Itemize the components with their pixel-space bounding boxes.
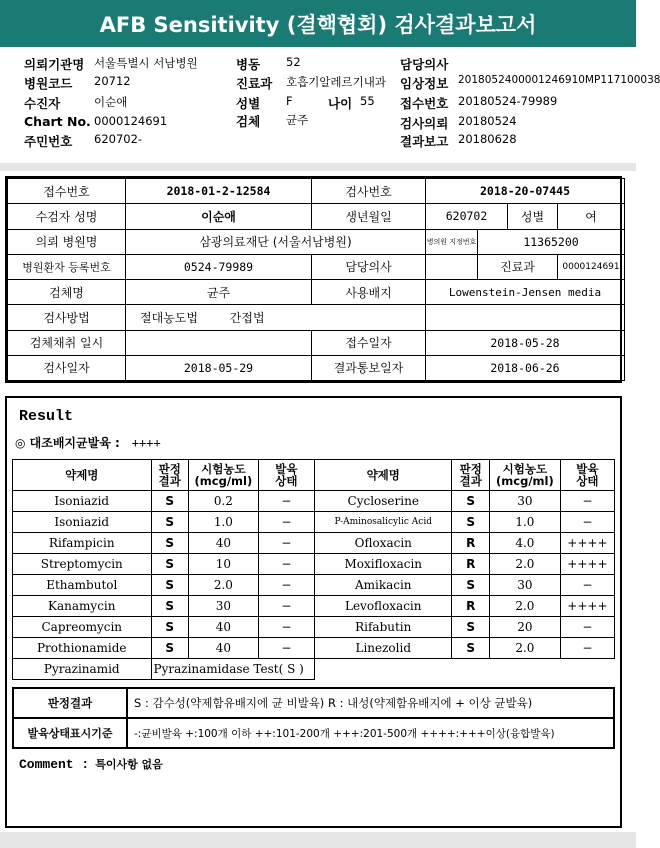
drug-right-drug: Rifabutin	[315, 617, 452, 638]
drug-right-res: S	[452, 512, 489, 533]
drug-left-drug: Capreomycin	[13, 617, 152, 638]
test-no-value: 2018-20-07445	[426, 179, 625, 204]
drug-right-growth: −	[560, 638, 614, 659]
clinical-label: 임상정보	[400, 76, 449, 91]
pza-result: Pyrazinamidase Test( S )	[151, 659, 315, 680]
col-state-right: 발육 상태	[560, 460, 614, 491]
specimen-value: 균주	[286, 113, 309, 127]
pza-empty	[315, 659, 615, 680]
growth-legend-label: 발육상태표시기준	[13, 718, 127, 748]
control-growth	[15, 434, 161, 451]
chart-no-value: 0000124691	[94, 114, 168, 128]
drug-right-res: S	[452, 638, 489, 659]
drug-left-drug: Rifampicin	[13, 533, 152, 554]
birth-value: 620702	[426, 204, 508, 229]
result-box	[5, 396, 622, 828]
drug-left-res: S	[151, 554, 188, 575]
drug-left-res: S	[151, 638, 188, 659]
name-label: 수검자 성명	[8, 204, 126, 229]
doctor-value-cell	[426, 254, 478, 279]
table-row	[13, 575, 615, 596]
drug-right-growth: −	[560, 617, 614, 638]
drug-left-res: S	[151, 596, 188, 617]
drug-left-res: S	[151, 617, 188, 638]
table-row	[13, 554, 615, 575]
col-drug-right: 약제명	[315, 460, 452, 491]
drug-right-conc: 30	[489, 491, 560, 512]
method-2: 간접법	[229, 310, 265, 325]
dept-value: 호흡기알레르기내과	[286, 75, 386, 89]
age-label: 나이	[328, 96, 353, 111]
hospital-value: 삼광의료재단 (서울서남병원)	[126, 229, 426, 254]
drug-left-growth: −	[258, 617, 314, 638]
drug-left-res: S	[151, 575, 188, 596]
method-empty	[426, 305, 625, 330]
institution-value: 서울특별시 서남병원	[94, 56, 198, 70]
growth-legend-text: -:균비발육 +:100개 이하 ++:101-200개 +++:201-500개 ++++:+++이상(융합발육)	[127, 718, 614, 748]
specimen-name-label: 검체명	[8, 280, 126, 305]
judge-legend-text: S : 감수성(약제함유배지에 균 비발육) R : 내성(약제함유배지에 + 이상 균발육)	[127, 688, 614, 718]
chart-no-label: Chart No.	[24, 114, 91, 129]
hospital-code-value: 20712	[94, 74, 131, 88]
sex-label-cell: 성별	[508, 204, 558, 229]
id-label: 주민번호	[24, 134, 73, 149]
ward-label: 병동	[236, 57, 261, 72]
drug-right-drug: P-Aminosalicylic Acid	[315, 512, 452, 533]
name-value: 이순애	[126, 204, 312, 229]
collected-value	[126, 330, 312, 355]
tested-value: 2018-05-29	[126, 355, 312, 380]
hospital-code-label: 병원코드	[24, 76, 73, 91]
reg-label: 병원환자 등록번호	[8, 254, 126, 279]
reported-label: 결과통보일자	[312, 355, 426, 380]
control-growth-label: ◎ 대조배지균발육 :	[15, 436, 120, 450]
drug-right-conc: 2.0	[489, 638, 560, 659]
receipt-label: 접수번호	[400, 96, 449, 111]
received-label: 접수일자	[312, 330, 426, 355]
summary-box	[5, 176, 622, 383]
drug-right-drug: Amikacin	[315, 575, 452, 596]
reg-value: 0524-79989	[126, 254, 312, 279]
sex-value: F	[286, 94, 293, 108]
dept-label: 진료과	[236, 76, 273, 91]
table-row	[13, 617, 615, 638]
drug-left-conc: 40	[189, 533, 259, 554]
drug-left-growth: −	[258, 554, 314, 575]
col-state-left: 발육 상태	[258, 460, 314, 491]
table-row	[13, 512, 615, 533]
medium-label: 사용배지	[312, 280, 426, 305]
receipt-no-label: 접수번호	[8, 179, 126, 204]
drug-left-conc: 0.2	[189, 491, 259, 512]
drug-left-conc: 1.0	[189, 512, 259, 533]
specimen-label: 검체	[236, 114, 261, 129]
drug-left-drug: Isoniazid	[13, 512, 152, 533]
tested-label: 검사일자	[8, 355, 126, 380]
drug-right-conc: 2.0	[489, 596, 560, 617]
medium-value: Lowenstein-Jensen media	[426, 280, 625, 305]
col-judge-right: 판정 결과	[452, 460, 489, 491]
comment-text: 특이사항 없음	[95, 758, 163, 771]
col-drug-left: 약제명	[13, 460, 152, 491]
drug-right-drug: Linezolid	[315, 638, 452, 659]
receipt-no-value: 2018-01-2-12584	[126, 179, 312, 204]
drug-right-drug: Ofloxacin	[315, 533, 452, 554]
drug-right-res: R	[452, 533, 489, 554]
drug-right-growth: −	[560, 575, 614, 596]
birth-label: 생년월일	[312, 204, 426, 229]
comment-label: Comment :	[19, 757, 90, 772]
drug-right-drug: Levofloxacin	[315, 596, 452, 617]
drug-right-conc: 20	[489, 617, 560, 638]
separator	[0, 163, 636, 171]
drug-left-res: S	[151, 491, 188, 512]
drug-left-drug: Isoniazid	[13, 491, 152, 512]
drug-left-growth: −	[258, 512, 314, 533]
drug-left-drug: Kanamycin	[13, 596, 152, 617]
judge-legend-label: 판정결과	[13, 688, 127, 718]
drug-right-growth: ++++	[560, 533, 614, 554]
drug-left-conc: 10	[189, 554, 259, 575]
age-value: 55	[360, 94, 375, 108]
drug-left-conc: 30	[189, 596, 259, 617]
drug-left-drug: Prothionamide	[13, 638, 152, 659]
drug-left-conc: 40	[189, 638, 259, 659]
header-info	[0, 50, 660, 163]
id-value: 620702-	[94, 132, 143, 146]
drug-right-conc: 2.0	[489, 554, 560, 575]
method-value	[126, 305, 426, 330]
collected-label: 검체채취 일시	[8, 330, 126, 355]
drug-right-res: S	[452, 575, 489, 596]
drug-right-growth: ++++	[560, 554, 614, 575]
table-row	[13, 533, 615, 554]
request-label: 검사의뢰	[400, 116, 449, 131]
drug-left-drug: Streptomycin	[13, 554, 152, 575]
ward-value: 52	[286, 55, 301, 69]
control-growth-value: ++++	[131, 436, 161, 450]
report-value: 20180628	[458, 132, 517, 146]
doctor-label: 담당의사	[400, 57, 449, 72]
col-judge-left: 판정 결과	[151, 460, 188, 491]
drug-left-growth: −	[258, 575, 314, 596]
drug-right-drug: Cycloserine	[315, 491, 452, 512]
patient-label: 수진자	[24, 96, 61, 111]
request-value: 20180524	[458, 114, 517, 128]
table-row	[13, 491, 615, 512]
received-value: 2018-05-28	[426, 330, 625, 355]
col-conc-right: 시험농도 (mcg/ml)	[489, 460, 560, 491]
hospital-label: 의뢰 병원명	[8, 229, 126, 254]
institution-label: 의뢰기관명	[24, 57, 85, 72]
doctor-label-cell: 담당의사	[312, 254, 426, 279]
comment	[19, 756, 163, 772]
report-label: 결과보고	[400, 134, 449, 149]
drug-left-res: S	[151, 533, 188, 554]
drug-left-growth: −	[258, 491, 314, 512]
result-title: Result	[19, 408, 74, 425]
dept-value-cell: 0000124691	[558, 254, 625, 279]
col-conc-left: 시험농도 (mcg/ml)	[189, 460, 259, 491]
receipt-value: 20180524-79989	[458, 94, 558, 108]
drug-left-growth: −	[258, 596, 314, 617]
clinical-value: 2018052400001246910MP117100038	[458, 74, 660, 86]
report-title: AFB Sensitivity (결핵협회) 검사결과보고서	[0, 0, 636, 47]
bottom-separator	[0, 832, 636, 848]
drug-right-conc: 4.0	[489, 533, 560, 554]
drug-right-growth: ++++	[560, 596, 614, 617]
designated-value: 11365200	[478, 229, 625, 254]
table-row	[13, 638, 615, 659]
drug-right-res: S	[452, 617, 489, 638]
designated-label: 병의원 지정번호	[426, 229, 478, 254]
drug-left-conc: 40	[189, 617, 259, 638]
sex-label: 성별	[236, 96, 261, 111]
drug-table	[12, 459, 615, 680]
legend	[12, 687, 615, 749]
drug-right-res: S	[452, 491, 489, 512]
method-label: 검사방법	[8, 305, 126, 330]
drug-right-growth: −	[560, 491, 614, 512]
pza-drug: Pyrazinamid	[13, 659, 152, 680]
method-1: 절대농도법	[140, 310, 198, 325]
drug-right-conc: 1.0	[489, 512, 560, 533]
drug-left-growth: −	[258, 533, 314, 554]
test-no-label: 검사번호	[312, 179, 426, 204]
drug-left-conc: 2.0	[189, 575, 259, 596]
drug-left-growth: −	[258, 638, 314, 659]
drug-left-drug: Ethambutol	[13, 575, 152, 596]
reported-value: 2018-06-26	[426, 355, 625, 380]
drug-right-res: R	[452, 596, 489, 617]
patient-value: 이순애	[94, 95, 128, 109]
drug-right-res: R	[452, 554, 489, 575]
drug-right-conc: 30	[489, 575, 560, 596]
sex-value-cell: 여	[558, 204, 625, 229]
specimen-name-value: 균주	[126, 280, 312, 305]
drug-left-res: S	[151, 512, 188, 533]
table-row	[13, 596, 615, 617]
drug-right-drug: Moxifloxacin	[315, 554, 452, 575]
drug-right-growth: −	[560, 512, 614, 533]
dept-label-cell: 진료과	[478, 254, 558, 279]
